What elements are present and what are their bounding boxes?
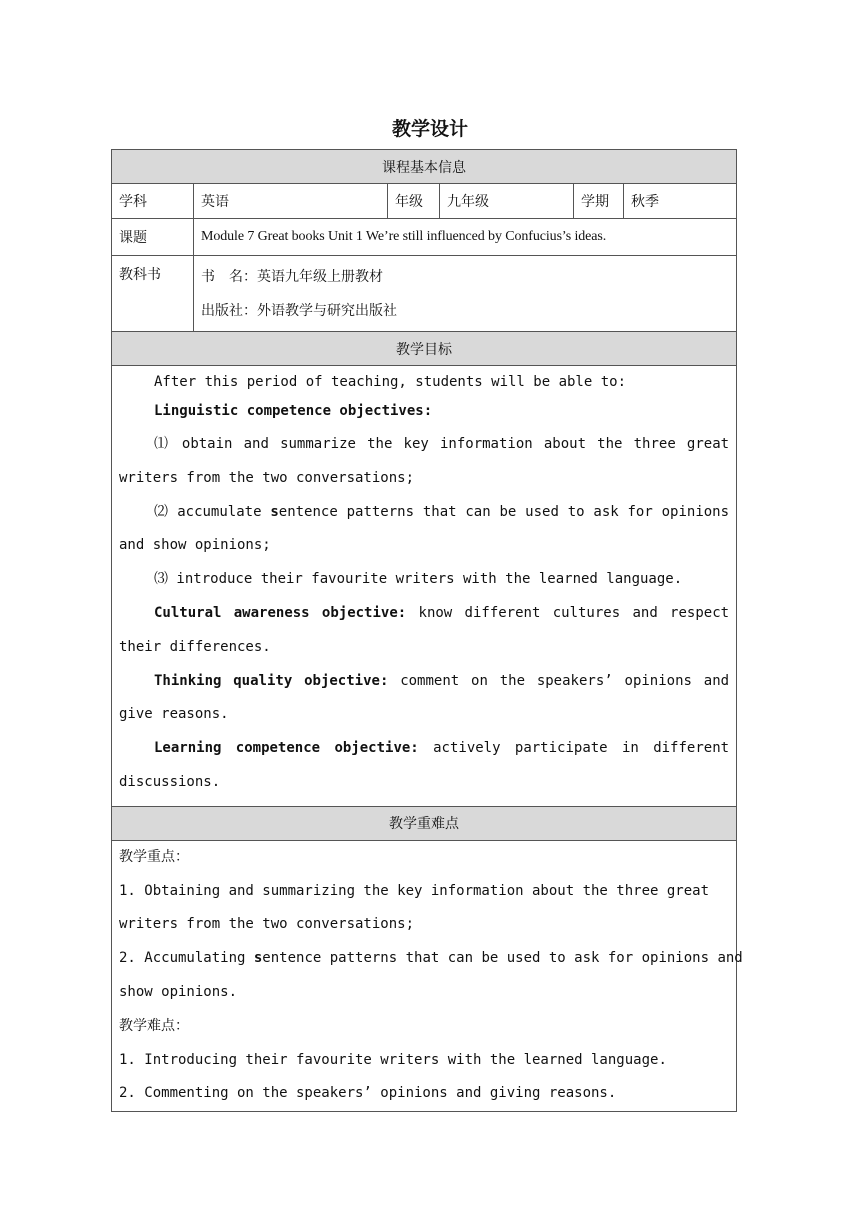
difficulty-item-2: 2. Commenting on the speakers’ opinions and giving reasons. — [119, 1085, 617, 1102]
learning-objective-title: Learning competence objective: — [154, 740, 419, 757]
topic-label: 课题 — [112, 219, 194, 256]
thinking-objective-title: Thinking quality objective: — [154, 672, 389, 689]
term-label: 学期 — [574, 184, 624, 219]
grade-label: 年级 — [388, 184, 440, 219]
linguistic-objectives-title: Linguistic competence objectives: — [154, 403, 433, 419]
page-title: 教学设计 — [391, 118, 468, 140]
objectives-heading: 教学目标 — [112, 332, 737, 366]
book-name-line: 书 名：英语九年级上册教材 — [201, 268, 383, 285]
focus-item-2b: show opinions. — [119, 983, 238, 1000]
cultural-objective-title: Cultural awareness objective: — [154, 604, 407, 621]
lesson-plan-table — [111, 149, 743, 1112]
textbook-info — [194, 256, 737, 332]
textbook-row — [112, 256, 737, 332]
key-points-header-row — [112, 806, 737, 840]
textbook-label: 教科书 — [112, 256, 194, 332]
objectives-content — [112, 366, 737, 807]
topic-value: Module 7 Great books Unit 1 We’re still influenced by Confucius’s ideas. — [194, 219, 737, 256]
cultural-objective: Cultural awareness objective: know different cultures and respect their differences. — [119, 604, 730, 655]
key-points-heading: 教学重难点 — [112, 806, 737, 840]
basic-info-heading: 课程基本信息 — [112, 150, 737, 184]
objectives-header-row — [112, 332, 737, 366]
learning-objective: Learning competence objective: actively participate in different discussions. — [119, 740, 730, 790]
thinking-objective: Thinking quality objective: comment on the speakers’ opinions and give reasons. — [119, 672, 730, 723]
topic-row — [112, 219, 737, 256]
difficulty-item-1: 1. Introducing their favourite writers with the learned language. — [119, 1051, 667, 1068]
basic-info-header-row — [112, 150, 737, 184]
subject-row — [112, 184, 737, 219]
objective-item-1: ⑴ obtain and summarize the key information about the three great writers from the two conversations; — [119, 436, 730, 486]
key-points-content — [112, 840, 743, 1111]
objectives-row — [112, 366, 737, 807]
subject-value: 英语 — [194, 184, 388, 219]
focus-item-2a: 2. Accumulating sentence patterns that can be used to ask for opinions and — [119, 950, 743, 967]
difficulty-label: 教学难点： — [119, 1017, 189, 1034]
focus-item-1a: 1. Obtaining and summarizing the key information about the three great — [119, 882, 710, 899]
publisher-line: 出版社：外语教学与研究出版社 — [201, 302, 397, 319]
term-value: 秋季 — [624, 184, 737, 219]
key-points-row — [112, 840, 737, 1111]
objective-item-2: ⑵ accumulate sentence patterns that can be used to ask for opinions and show opinions; — [119, 503, 730, 554]
focus-item-1b: writers from the two conversations; — [119, 916, 415, 933]
grade-value: 九年级 — [440, 184, 574, 219]
objectives-intro: After this period of teaching, students will be able to: — [154, 374, 627, 390]
subject-label: 学科 — [112, 184, 194, 219]
focus-label: 教学重点： — [119, 848, 189, 865]
objective-item-3: ⑶ introduce their favourite writers with the learned language. — [154, 571, 683, 588]
